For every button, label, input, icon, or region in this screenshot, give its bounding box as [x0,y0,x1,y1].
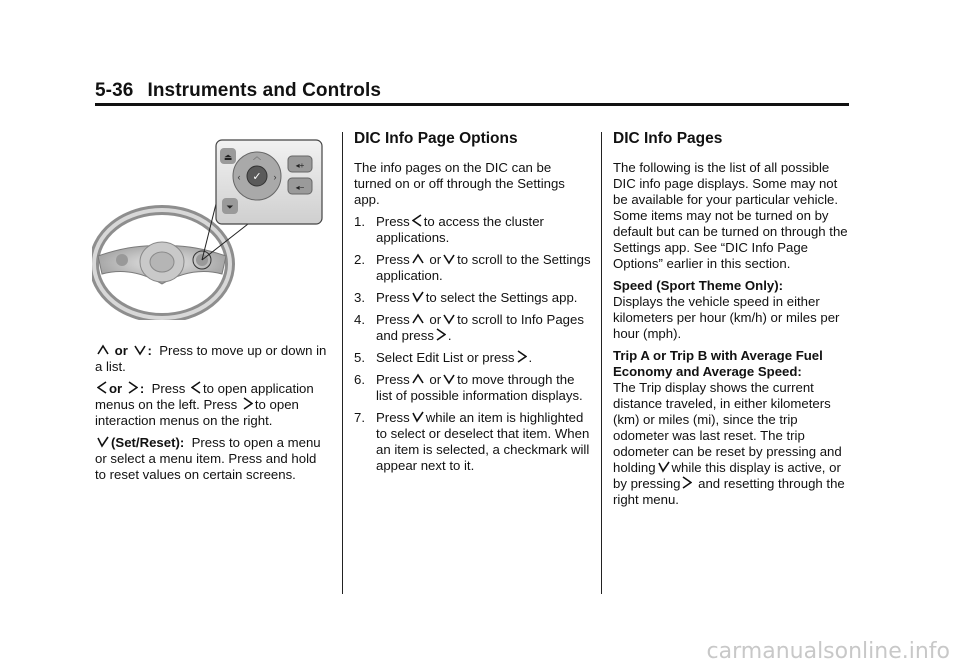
checkmark-icon [412,291,424,303]
svg-text:✓: ✓ [252,170,262,183]
checkmark-icon [658,461,670,473]
header-rule [95,103,849,106]
or-text: or [109,381,123,396]
trip-entry [613,348,851,508]
step-4 [354,312,592,344]
colon: : [139,381,145,396]
middle-column [354,130,592,480]
pages-intro: The following is the list of all possible DIC info page displays. Some may not be available for your particular vehicle. Some items may not be turned on by default but can be turned on through the Settings app. See “DIC Info Page Options” earlier in this section. [613,160,848,271]
up-chevron-icon [412,373,424,385]
or-text: or [429,312,442,327]
svg-text:◂+: ◂+ [295,161,305,170]
left-chevron-icon [191,381,201,394]
step-2 [354,252,592,284]
step-text: to scroll to Info Pages and press [376,312,584,343]
down-chevron-icon [443,313,455,325]
step-text: Select Edit List or press [376,350,515,365]
down-chevron-icon [443,373,455,385]
watermark: carmanualsonline.info [706,639,950,664]
svg-text:◂−: ◂− [295,183,305,192]
step-number: 1. [354,214,365,229]
svg-text:‹: ‹ [237,172,241,182]
column-divider-2 [601,132,602,594]
step-text: Press [376,312,410,327]
checkmark-icon [412,411,424,423]
steering-wheel-illustration [92,134,326,320]
step-6 [354,372,592,404]
step-1 [354,214,592,246]
right-chevron-icon [517,350,527,363]
step-text: to select the Settings app. [425,290,578,305]
period: . [447,328,452,343]
up-down-description: Press to move up or down in a list. [95,343,327,374]
press-text: Press [151,381,186,396]
options-intro: The info pages on the DIC can be turned on or off through the Settings app. [354,160,565,207]
colon: : [147,343,152,358]
right-chevron-icon [243,397,253,410]
step-text: while an item is highlighted to select or deselect that item. When an item is selected, a checkmark will appear next to it. [376,410,590,473]
checkmark-icon [97,436,109,448]
trip-label: Trip A or Trip B with Average Fuel Economy and Average Speed: [613,348,823,379]
trip-description-b: while this display is active, or by pressing [613,460,841,491]
step-text: Press [376,290,410,305]
or-text: or [114,343,128,358]
right-chevron-icon [128,381,138,394]
up-chevron-icon [97,344,109,356]
trip-description-a: The Trip display shows the current distance traveled, in either kilometers (km) or miles (mi), since the trip odometer was last reset. The trip odometer can be reset by pressing and holding [613,380,842,475]
step-number: 7. [354,410,365,425]
column-divider-1 [342,132,343,594]
page-number: 5-36 [95,80,134,101]
step-text: Press [376,372,410,387]
step-3 [354,290,592,306]
step-number: 4. [354,312,365,327]
step-text: Press [376,252,410,267]
section-title: Instruments and Controls [147,80,382,101]
svg-text:⏏: ⏏ [223,153,233,163]
left-chevron-icon [97,381,107,394]
set-reset-label: (Set/Reset): [111,435,185,450]
or-text: or [429,372,442,387]
up-chevron-icon [412,253,424,265]
svg-text:︿: ︿ [253,152,261,161]
step-number: 2. [354,252,365,267]
para-up-down [95,343,331,375]
section-heading-pages: DIC Info Pages [613,130,723,147]
right-column [613,130,851,514]
up-chevron-icon [412,313,424,325]
step-text: to move through the list of possible information displays. [376,372,583,403]
down-chevron-icon [443,253,455,265]
set-reset-description: Press to open a menu or select a menu item. Press and hold to reset values on certain screens. [95,435,321,482]
step-number: 5. [354,350,365,365]
period: . [528,350,533,365]
page-header [95,80,381,102]
left-column [95,343,331,489]
step-number: 3. [354,290,365,305]
left-right-description-a: to open application menus on the left. Press [95,381,314,412]
svg-text:›: › [273,172,277,182]
step-text: to access the cluster applications. [376,214,544,245]
down-chevron-icon [134,344,146,356]
svg-text:⏷: ⏷ [226,203,234,213]
right-chevron-icon [682,476,692,489]
speed-label: Speed (Sport Theme Only): [613,278,783,293]
para-set-reset [95,435,331,483]
step-7 [354,410,592,474]
speed-entry [613,278,851,342]
step-number: 6. [354,372,365,387]
right-chevron-icon [436,328,446,341]
step-text: Press [376,214,410,229]
trip-description-c: and resetting through the right menu. [613,476,845,507]
step-text: Press [376,410,410,425]
left-right-description-b: to open interaction menus on the right. [95,397,299,428]
speed-description: Displays the vehicle speed in either kilometers per hour (km/h) or miles per hour (mph). [613,294,840,341]
step-text: to scroll to the Settings application. [376,252,591,283]
left-chevron-icon [412,214,422,227]
or-text: or [429,252,442,267]
section-heading-options: DIC Info Page Options [354,130,518,147]
para-left-right [95,381,331,429]
step-5 [354,350,592,366]
